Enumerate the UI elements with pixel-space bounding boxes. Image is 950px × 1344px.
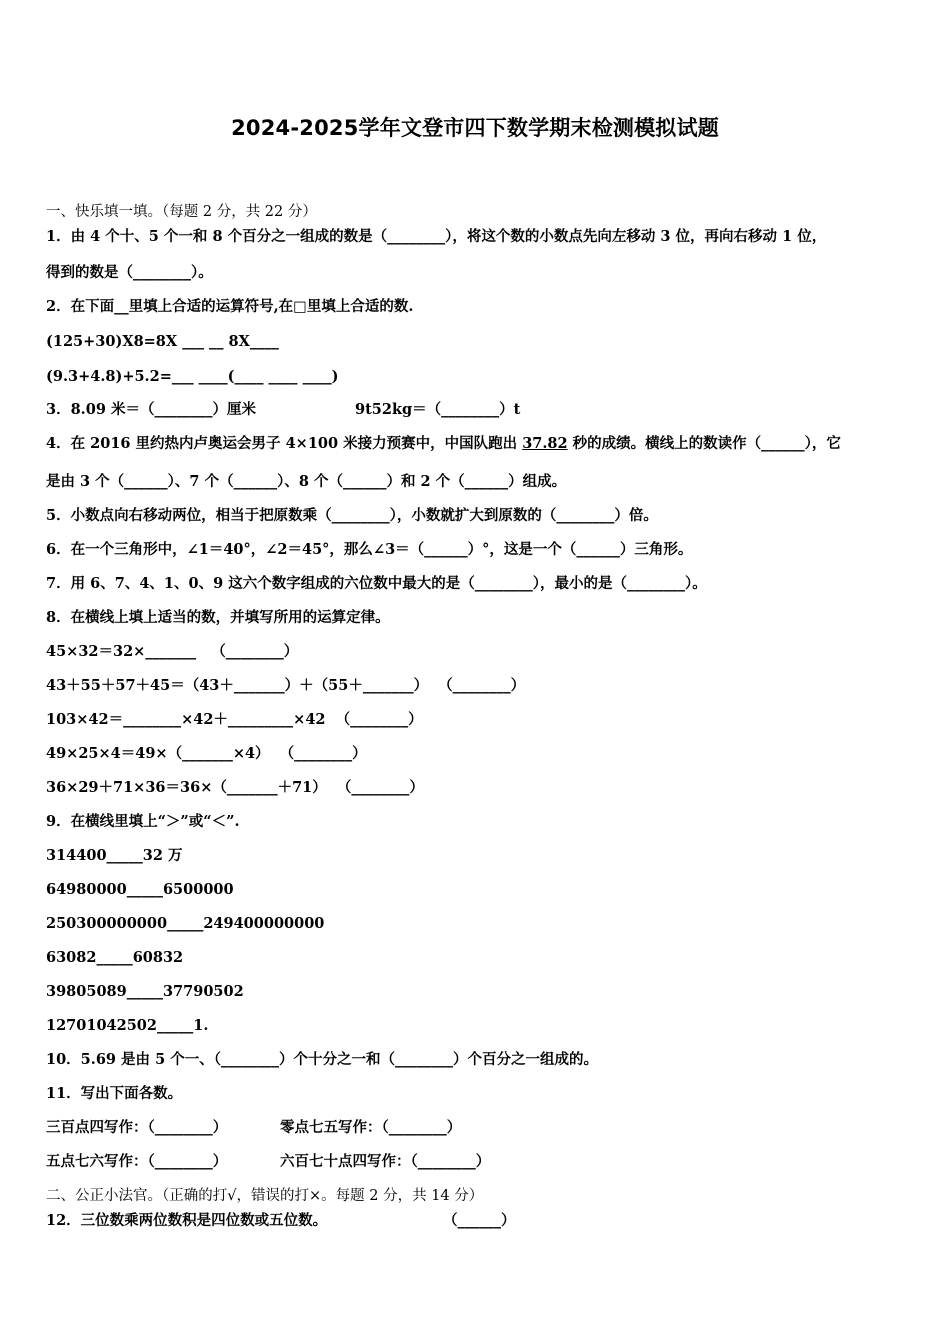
q8-line-1: 45×32＝32×_______ （________） bbox=[46, 643, 299, 660]
q9-line-3: 250300000000_____249400000000 bbox=[46, 915, 325, 932]
q8-line-5: 36×29＋71×36＝36×（_______＋71） （________） bbox=[46, 779, 424, 796]
page-title: 2024-2025学年文登市四下数学期末检测模拟试题 bbox=[231, 116, 719, 140]
q11-row-2-b: 六百七十点四写作：（________） bbox=[280, 1153, 491, 1170]
q3-part-2: 9t52kg＝（________）t bbox=[355, 401, 521, 418]
q4-pre: 4．在 2016 里约热内卢奥运会男子 4×100 米接力预赛中，中国队跑出 bbox=[46, 435, 523, 452]
q4-line-2: 是由 3 个（______）、7 个（______）、8 个（______）和 2 个（______）组成。 bbox=[46, 473, 567, 490]
q2-line-1: (125+30)X8=8X ___ __ 8X____ bbox=[46, 333, 279, 350]
section-1-heading: 一、快乐填一填。（每题 2 分，共 22 分） bbox=[46, 204, 317, 220]
q10: 10．5.69 是由 5 个一、（________）个十分之一和（________）个百分之一组成的。 bbox=[46, 1051, 598, 1068]
q9-line-5: 39805089_____37790502 bbox=[46, 983, 244, 1000]
q4-post: 秒的成绩。横线上的数读作（______），它 bbox=[567, 435, 841, 452]
q1-line-1: 1．由 4 个十、5 个一和 8 个百分之一组成的数是（________），将这个数的小数点先向左移动 3 位，再向右移动 1 位， bbox=[46, 228, 827, 245]
q8-line-3: 103×42＝________×42＋_________×42 （________） bbox=[46, 711, 423, 728]
q1-line-2: 得到的数是（________）。 bbox=[46, 264, 213, 281]
q11-row-2-a: 五点七六写作：（________） bbox=[46, 1153, 228, 1170]
q8-line-2: 43＋55＋57＋45＝（43＋_______）＋（55＋_______） （________） bbox=[46, 677, 526, 694]
q11-row-1-a: 三百点四写作：（________） bbox=[46, 1119, 228, 1136]
q9-line-4: 63082_____60832 bbox=[46, 949, 184, 966]
q9-line-6: 12701042502_____1. bbox=[46, 1017, 209, 1034]
q2-stem: 2．在下面__里填上合适的运算符号,在□里填上合适的数. bbox=[46, 298, 414, 315]
q9-stem: 9．在横线里填上“＞”或“＜”. bbox=[46, 813, 240, 830]
q7: 7．用 6、7、4、1、0、9 这六个数字组成的六位数中最大的是（________），最小的是（________）。 bbox=[46, 575, 707, 592]
q6: 6．在一个三角形中，∠1＝40°，∠2＝45°，那么∠3＝（______）°，这是一个（______）三角形。 bbox=[46, 541, 693, 558]
q8-stem: 8．在横线上填上适当的数，并填写所用的运算定律。 bbox=[46, 609, 390, 626]
q9-line-1: 314400_____32 万 bbox=[46, 847, 183, 864]
q3-part-1: 3．8.09 米＝（________）厘米 bbox=[46, 401, 256, 418]
q4-underlined-time: 37.82 bbox=[522, 435, 568, 452]
q11-row-1-b: 零点七五写作：（________） bbox=[280, 1119, 462, 1136]
q8-line-4: 49×25×4＝49×（_______×4） （________） bbox=[46, 745, 367, 762]
q12-answer-blank: （______） bbox=[443, 1212, 516, 1229]
q11-stem: 11．写出下面各数。 bbox=[46, 1085, 183, 1102]
q12-text: 12．三位数乘两位数积是四位数或五位数。 bbox=[46, 1212, 328, 1229]
section-2-heading: 二、公正小法官。（正确的打√，错误的打×。每题 2 分，共 14 分） bbox=[46, 1188, 484, 1204]
q4-line-1 bbox=[46, 434, 841, 454]
q2-line-2: (9.3+4.8)+5.2=___ ____(____ ____ ____) bbox=[46, 368, 339, 385]
q5: 5．小数点向右移动两位，相当于把原数乘（________），小数就扩大到原数的（________）倍。 bbox=[46, 507, 658, 524]
q9-line-2: 64980000_____6500000 bbox=[46, 881, 234, 898]
